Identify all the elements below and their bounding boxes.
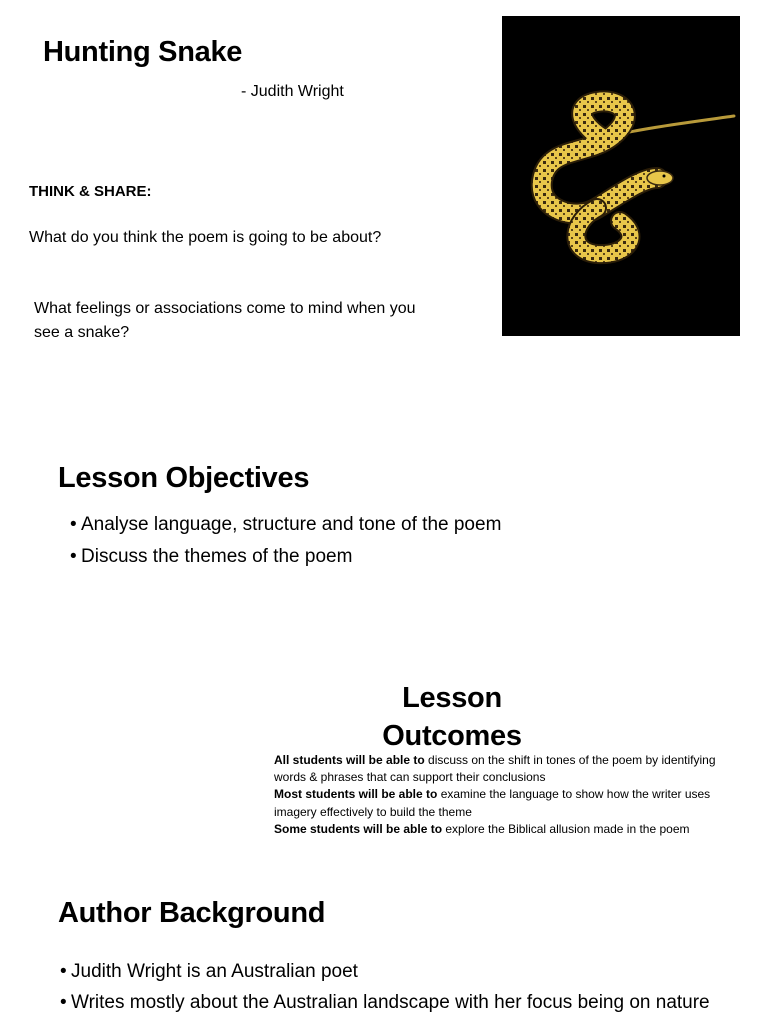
question-2: What feelings or associations come to mind when you see a snake? [34, 300, 416, 341]
outcome-rest: explore the Biblical allusion made in the poem [442, 821, 690, 836]
outcomes-heading [352, 679, 552, 755]
outcome-rest: discuss on the shift in tones of the poem by identifying words & phrases that can support their conclusions [274, 753, 716, 785]
objectives-heading: Lesson Objectives [58, 462, 310, 494]
snake-illustration [502, 16, 740, 336]
list-item: • Discuss the themes of the poem [70, 541, 501, 573]
outcome-lead: All students will be able to [274, 753, 425, 767]
outcomes-heading-line2: Outcomes [382, 720, 522, 752]
outcome-rest: examine the language to show how the writer uses imagery effectively to build the theme [274, 787, 711, 819]
list-item: • Writes mostly about the Australian landscape with her focus being on nature [60, 987, 760, 1018]
author-background-heading: Author Background [58, 897, 326, 929]
outcome-item [274, 821, 744, 838]
outcome-lead: Some students will be able to [274, 821, 443, 836]
outcome-item [274, 752, 744, 786]
page-title: Hunting Snake [43, 36, 243, 68]
objectives-list [70, 509, 501, 573]
outcome-item [274, 786, 744, 820]
outcomes-text [274, 752, 744, 838]
think-share-label: THINK & SHARE: [29, 183, 152, 200]
question-1: What do you think the poem is going to be about? [29, 229, 382, 246]
list-item: • Analyse language, structure and tone of the poem [70, 509, 501, 541]
outcomes-heading-line1: Lesson [402, 682, 502, 714]
list-item: • Judith Wright is an Australian poet [60, 956, 760, 987]
snake-image [502, 16, 740, 336]
author-background-list [60, 956, 760, 1018]
author-name: - Judith Wright [241, 83, 344, 100]
outcome-lead: Most students will be able to [274, 787, 438, 802]
